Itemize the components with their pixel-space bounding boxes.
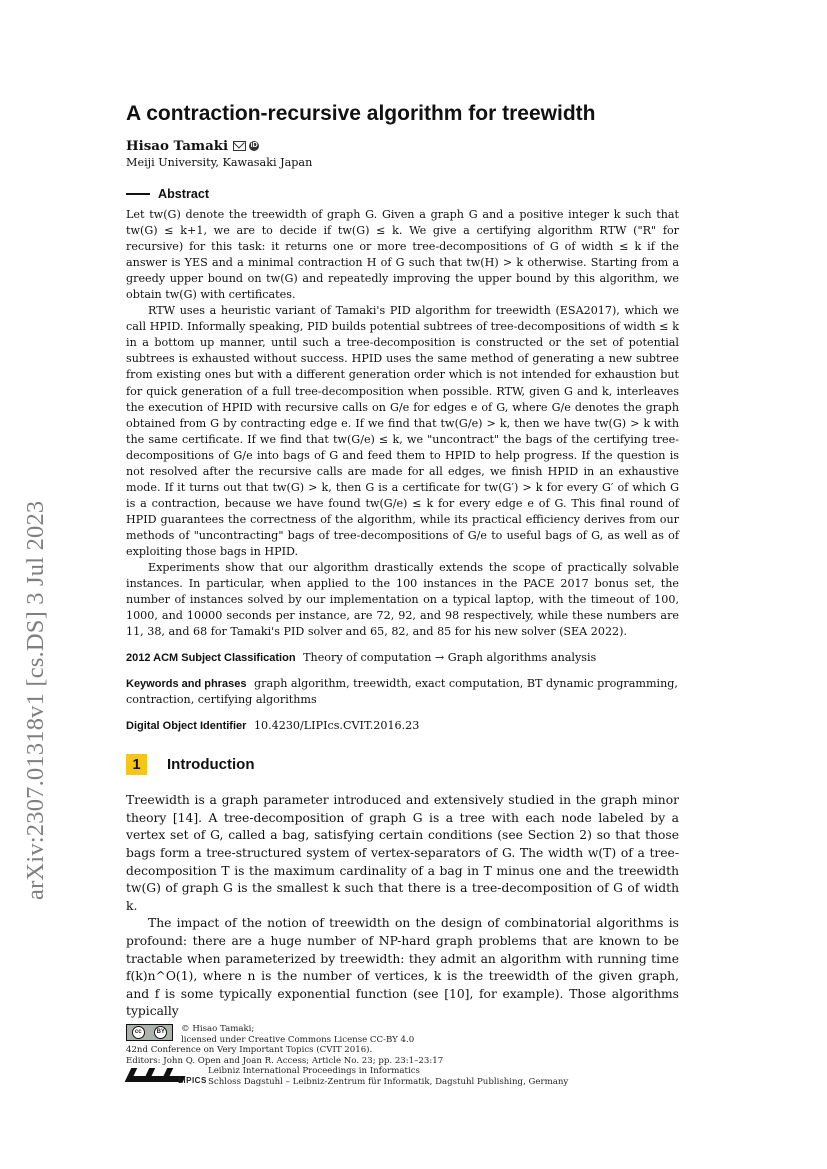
- cc-by-badge[interactable]: [126, 1024, 173, 1041]
- intro-paragraph-2: The impact of the notion of treewidth on the design of combinatorial algorithms is profound: there are a huge number of NP-hard graph problems that are known to be tractable when parameterized by treewidth: they admit an algorithm with running time f(k)n^O(1), where n is the number of vertices, k is the treewidth of the given graph, and f is some typically exponential function (see [10], for example). Those algorithms typically: [126, 916, 679, 1019]
- keywords-label: Keywords and phrases: [126, 678, 247, 691]
- publisher: Schloss Dagstuhl – Leibniz-Zentrum für Informatik, Dagstuhl Publishing, Germany: [208, 1076, 569, 1087]
- section-heading: [126, 754, 679, 775]
- abstract: [126, 207, 679, 640]
- arxiv-identifier: arXiv:2307.01318v1 [cs.DS] 3 Jul 2023: [22, 500, 49, 900]
- license-text: [181, 1024, 414, 1045]
- paper-title: A contraction-recursive algorithm for treewidth: [126, 102, 596, 125]
- cc-icon: cc: [132, 1026, 145, 1039]
- lipics-logo-text: LIPICS: [178, 1076, 207, 1085]
- abstract-heading-label: Abstract: [158, 187, 210, 201]
- paper-content: [126, 100, 679, 1021]
- mail-icon[interactable]: [233, 141, 246, 151]
- keywords-value: graph algorithm, treewidth, exact computation, BT dynamic programming, contraction, certifying algorithms: [126, 677, 678, 707]
- keywords: [126, 676, 679, 708]
- acm-classification: [126, 650, 679, 666]
- author-name: Hisao Tamaki: [126, 138, 229, 154]
- copyright: © Hisao Tamaki;: [181, 1024, 255, 1034]
- license-row: [126, 1024, 686, 1045]
- author-line: [126, 138, 679, 154]
- publisher-row: [126, 1066, 686, 1088]
- section-number: 1: [126, 754, 147, 775]
- abstract-paragraph-3: Experiments show that our algorithm drastically extends the scope of practically solvable instances. In particular, when applied to the 100 instances in the PACE 2017 bonus set, the number of instances solved by our implementation on a typical laptop, with the timeout of 100, 1000, and 10000 seconds per instance, are 72, 92, and 98 respectively, while these numbers are 11, 38, and 68 for Tamaki's PID solver and 65, 82, and 85 for his new solver (SEA 2022).: [126, 561, 679, 639]
- license[interactable]: licensed under Creative Commons License CC-BY 4.0: [181, 1034, 415, 1045]
- doi-value[interactable]: 10.4230/LIPIcs.CVIT.2016.23: [253, 719, 420, 733]
- by-icon: BY: [154, 1026, 167, 1039]
- doi-label: Digital Object Identifier: [126, 720, 247, 733]
- acm-value: Theory of computation → Graph algorithms analysis: [303, 651, 597, 665]
- abstract-heading: [126, 187, 679, 201]
- introduction: [126, 792, 679, 1021]
- publisher-text: [208, 1066, 568, 1087]
- editors: Editors: John Q. Open and Joan R. Access; Article No. 23; pp. 23:1–23:17: [126, 1055, 444, 1066]
- intro-paragraph-1: Treewidth is a graph parameter introduced and extensively studied in the graph minor theory [14]. A tree-decomposition of graph G is a tree with each node labeled by a vertex set of G, called a bag, satisfying certain conditions (see Section 2) so that those bags form a tree-structured system of vertex-separators of G. The width w(T) of a tree-decomposition T is the maximum cardinality of a bag in T minus one and the treewidth tw(G) of graph G is the smallest k such that there is a tree-decomposition of G of width k.: [126, 793, 679, 913]
- conference: 42nd Conference on Very Important Topics (CVIT 2016).: [126, 1045, 373, 1055]
- doi: [126, 718, 679, 734]
- footer: [126, 1024, 686, 1088]
- section-title: Introduction: [167, 756, 255, 774]
- heading-rule: [126, 193, 150, 195]
- lipics-logo: [126, 1066, 206, 1088]
- abstract-paragraph-2: RTW uses a heuristic variant of Tamaki's PID algorithm for treewidth (ESA2017), which we call HPID. Informally speaking, PID builds potential subtrees of tree-decompositions of width ≤ k in a bottom up manner, until such a tree-decomposition is constructed or the set of potential subtrees is exhausted without success. HPID uses the same method of generating a new subtree from existing ones but with a different generation order which is not intended for exhaustion but for quick generation of a full tree-decomposition when possible. RTW, given G and k, interleaves the execution of HPID with recursive calls on G/e for edges e of G, where G/e denotes the graph obtained from G by contracting edge e. If we find that tw(G/e) > k, then we have tw(G) > k with the same certificate. If we find that tw(G/e) ≤ k, we "uncontract" the bags of the certifying tree-decompositions of G/e into bags of G and feed them to HPID to help progress. If the question is not resolved after the recursive calls are made for all edges, we finish HPID in an exhaustive mode. If it turns out that tw(G) > k, then G is a certificate for tw(G′) > k for every G′ of which G is a contraction, because we have found tw(G/e) ≤ k for every edge e of G. This final round of HPID guarantees the correctness of the algorithm, while its practical efficiency derives from our methods of "uncontracting" bags of tree-decompositions of G/e to useful bags of G, as well as of exploiting those bags in HPID.: [126, 304, 679, 558]
- affiliation: Meiji University, Kawasaki Japan: [126, 156, 313, 169]
- orcid-icon[interactable]: iD: [250, 142, 258, 149]
- series: Leibniz International Proceedings in Informatics: [208, 1066, 420, 1076]
- acm-label: 2012 ACM Subject Classification: [126, 652, 296, 665]
- abstract-paragraph-1: Let tw(G) denote the treewidth of graph G. Given a graph G and a positive integer k such that tw(G) ≤ k+1, we are to decide if tw(G) ≤ k. We give a certifying algorithm RTW ("R" for recursive) for this task: it returns one or more tree-decompositions of G of width ≤ k if the answer is YES and a minimal contraction H of G such that tw(H) > k otherwise. Starting from a greedy upper bound on tw(G) and repeatedly improving the upper bound by this algorithm, we obtain tw(G) with certificates.: [126, 208, 679, 302]
